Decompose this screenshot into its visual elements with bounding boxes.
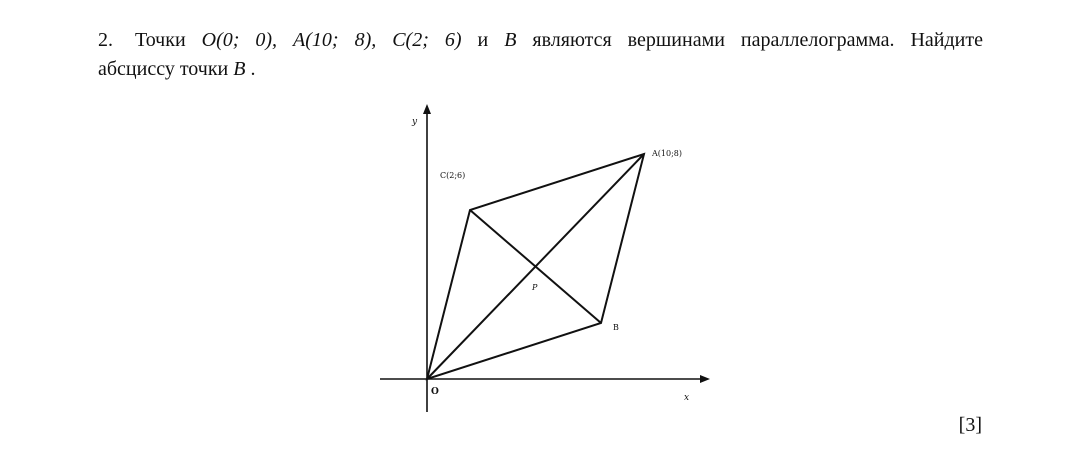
vertex-o-label: O (431, 387, 439, 397)
axis-x-label: x (684, 393, 690, 403)
marks-label: [3] (958, 414, 982, 436)
problem-text-rest: являются вершинами параллелограмма. Найдите (532, 29, 983, 51)
diagonal-cb (470, 210, 601, 323)
vertex-a-label: A(10;8) (652, 149, 682, 158)
point-b-label-2: B (233, 58, 246, 80)
parallelogram-diagram (370, 100, 710, 420)
point-p-label: P (532, 283, 538, 292)
parallelogram-figure (370, 100, 710, 420)
vertex-c-label: C(2;6) (440, 171, 466, 180)
x-axis-arrow (700, 375, 710, 383)
y-axis-arrow (423, 104, 431, 114)
vertex-b-label: B (613, 323, 619, 332)
problem-text-end: . (250, 58, 256, 80)
point-b-label: B (504, 29, 517, 51)
problem-text-and: и (477, 29, 489, 51)
problem-line-1 (98, 26, 983, 55)
point-o-label: O(0; 0), (201, 29, 278, 51)
problem-statement (98, 26, 983, 84)
point-c-label: C(2; 6) (392, 29, 462, 51)
problem-line-2 (98, 58, 255, 80)
problem-number: 2. (98, 29, 113, 51)
point-a-label: A(10; 8), (293, 29, 377, 51)
axis-y-label: y (412, 117, 418, 127)
problem-text-points: Точки (134, 29, 186, 51)
problem-text-line2: абсциссу точки (98, 58, 229, 80)
